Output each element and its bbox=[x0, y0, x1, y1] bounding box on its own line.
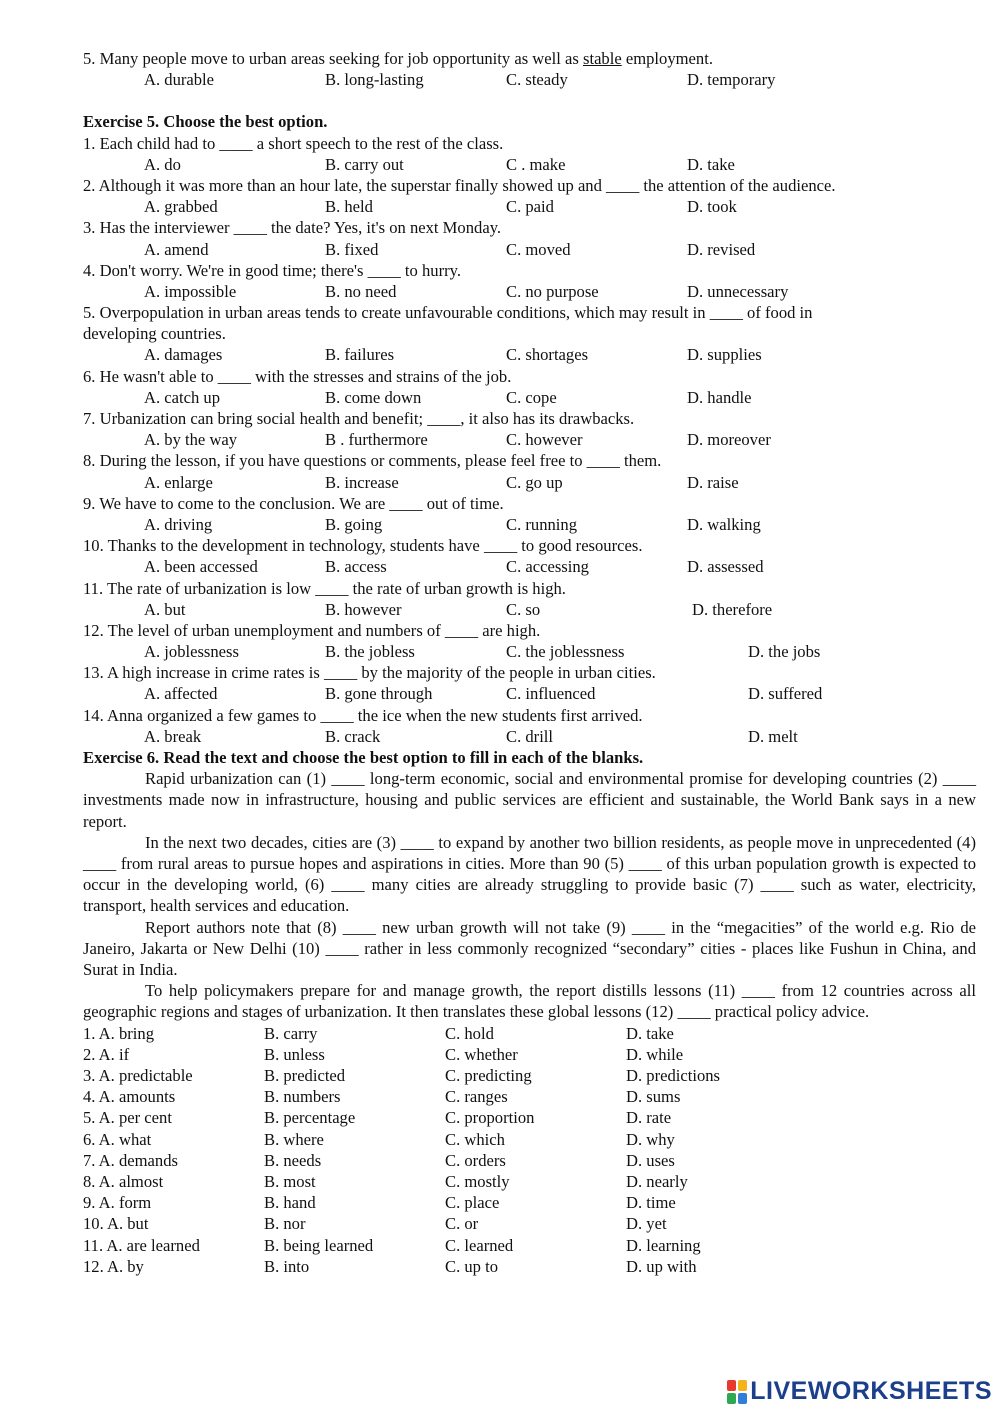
answer-option-b[interactable]: B. being learned bbox=[264, 1235, 374, 1255]
logo-mark-icon bbox=[727, 1380, 747, 1404]
logo-text: LIVEWORKSHEETS bbox=[750, 1377, 992, 1406]
question-stem: 10. Thanks to the development in technology, students have ____ to good resources. bbox=[83, 536, 643, 556]
answer-row bbox=[83, 1171, 976, 1192]
answer-row bbox=[83, 1235, 976, 1256]
option-row bbox=[83, 387, 976, 408]
answer-option-d[interactable]: D. uses bbox=[626, 1150, 675, 1170]
question-stem: 1. Each child had to ____ a short speech to the rest of the class. bbox=[83, 133, 504, 153]
option-b[interactable]: B. crack bbox=[325, 726, 381, 746]
option-a[interactable]: A. affected bbox=[144, 684, 218, 704]
answer-option-a[interactable]: 2. A. if bbox=[83, 1044, 130, 1064]
worksheet-page bbox=[83, 48, 976, 1277]
option-row bbox=[83, 683, 976, 704]
answer-option-d[interactable]: D. time bbox=[626, 1193, 676, 1213]
answer-option-b[interactable]: B. unless bbox=[264, 1044, 325, 1064]
option-d[interactable]: D. revised bbox=[687, 239, 756, 259]
option-c[interactable]: C. running bbox=[506, 514, 577, 534]
answer-option-a[interactable]: 1. A. bring bbox=[83, 1023, 154, 1043]
answer-option-b[interactable]: B. most bbox=[264, 1171, 316, 1191]
option-b[interactable]: B. gone through bbox=[325, 684, 433, 704]
question-stem: 12. The level of urban unemployment and numbers of ____ are high. bbox=[83, 620, 541, 640]
question-stem: 3. Has the interviewer ____ the date? Yes, it's on next Monday. bbox=[83, 218, 502, 238]
option-row bbox=[83, 281, 976, 302]
option-row bbox=[83, 726, 976, 747]
option-d[interactable]: D. the jobs bbox=[748, 642, 821, 662]
answer-option-a[interactable]: 3. A. predictable bbox=[83, 1066, 193, 1085]
answer-option-c[interactable]: C. mostly bbox=[445, 1171, 510, 1191]
answer-row bbox=[83, 1213, 976, 1234]
answer-option-c[interactable]: C. place bbox=[445, 1193, 500, 1213]
option-a[interactable]: A. break bbox=[144, 726, 202, 746]
answer-option-d[interactable]: D. up with bbox=[626, 1256, 697, 1276]
answer-row bbox=[83, 1150, 976, 1171]
passage-paragraph: Rapid urbanization can (1) ____ long-term economic, social and environmental promise for developing countries (2) ____ investments made now in infrastructure, housing and public services are efficient and sustainable, the World Bank says in a new report. bbox=[83, 769, 976, 831]
option-c[interactable]: C. paid bbox=[506, 197, 554, 217]
option-d[interactable]: D. take bbox=[687, 154, 735, 174]
option-d[interactable]: D. supplies bbox=[687, 345, 762, 365]
option-b[interactable]: B. increase bbox=[325, 472, 399, 492]
option-a[interactable]: A. do bbox=[144, 154, 181, 174]
option-row bbox=[83, 196, 976, 217]
option-b[interactable]: B . furthermore bbox=[325, 430, 428, 450]
answer-option-a[interactable]: 6. A. what bbox=[83, 1129, 152, 1149]
option-d[interactable]: D. suffered bbox=[748, 684, 823, 704]
answer-option-d[interactable]: D. while bbox=[626, 1044, 684, 1064]
question-stem: 11. The rate of urbanization is low ____ the rate of urban growth is high. bbox=[83, 578, 566, 598]
option-a[interactable]: A. catch up bbox=[144, 387, 221, 407]
question-stem: 5. Overpopulation in urban areas tends to create unfavourable conditions, which may result in ____ of food in bbox=[83, 303, 813, 323]
answer-option-d[interactable]: D. yet bbox=[626, 1214, 667, 1234]
passage-paragraph: In the next two decades, cities are (3) ____ to expand by another two billion residents, as people move in unprecedented (4) ____ from rural areas to pursue hopes and aspirations in cities. More than 90 (5) ____ of this urban population growth is expected to occur in the developing world, (6) ____ many cities are already struggling to provide basic (7) ____ such as water, electricity, transport, health services and education. bbox=[83, 832, 976, 916]
answer-option-d[interactable]: D. nearly bbox=[626, 1171, 688, 1191]
answer-row bbox=[83, 1044, 976, 1065]
option-d[interactable]: D. moreover bbox=[687, 430, 771, 450]
answer-option-c[interactable]: C. whether bbox=[445, 1044, 518, 1064]
option-a[interactable]: A. amend bbox=[144, 239, 209, 259]
exercise-6-answer-grid bbox=[83, 1023, 976, 1277]
answer-option-c[interactable]: C. proportion bbox=[445, 1108, 535, 1128]
option-row bbox=[83, 429, 976, 450]
answer-option-c[interactable]: C. ranges bbox=[445, 1087, 508, 1107]
option-b[interactable]: B. no need bbox=[325, 281, 397, 301]
answer-option-d[interactable]: D. why bbox=[626, 1129, 675, 1149]
option-d[interactable]: D. assessed bbox=[687, 557, 764, 577]
option-b[interactable]: B. the jobless bbox=[325, 642, 415, 662]
option-a[interactable]: A. joblessness bbox=[144, 642, 239, 662]
option-a[interactable]: A. but bbox=[144, 599, 186, 619]
option-c[interactable]: C. steady bbox=[506, 70, 568, 90]
answer-row bbox=[83, 1023, 976, 1044]
question-stem: 6. He wasn't able to ____ with the stresses and strains of the job. bbox=[83, 366, 512, 386]
answer-option-a[interactable]: 9. A. form bbox=[83, 1193, 152, 1213]
answer-option-b[interactable]: B. percentage bbox=[264, 1108, 356, 1128]
answer-option-b[interactable]: B. nor bbox=[264, 1214, 306, 1234]
answer-option-b[interactable]: B. needs bbox=[264, 1150, 322, 1170]
question-stem: 14. Anna organized a few games to ____ the ice when the new students first arrived. bbox=[83, 705, 643, 725]
option-b[interactable]: B. access bbox=[325, 557, 387, 577]
answer-option-d[interactable]: D. take bbox=[626, 1023, 674, 1043]
question-stem: 5. Many people move to urban areas seeking for job opportunity as well as stable employment. bbox=[83, 49, 713, 68]
option-row bbox=[83, 599, 976, 620]
answer-option-c[interactable]: C. up to bbox=[445, 1256, 499, 1276]
answer-row bbox=[83, 1107, 976, 1128]
option-d[interactable]: D. handle bbox=[687, 387, 752, 407]
answer-option-b[interactable]: B. where bbox=[264, 1129, 324, 1149]
option-b[interactable]: B. held bbox=[325, 197, 373, 217]
option-c[interactable]: C . make bbox=[506, 154, 566, 174]
answer-option-c[interactable]: C. predicting bbox=[445, 1066, 532, 1085]
option-c[interactable]: C. go up bbox=[506, 472, 563, 492]
option-a[interactable]: A. enlarge bbox=[144, 472, 213, 492]
underlined-word: stable bbox=[583, 49, 622, 68]
option-b[interactable]: B. come down bbox=[325, 387, 422, 407]
answer-option-a[interactable]: 11. A. are learned bbox=[83, 1235, 200, 1255]
passage-paragraph: Report authors note that (8) ____ new urban growth will not take (9) ____ in the “megacities” of the world e.g. Rio de Janeiro, Jakarta or New Delhi (10) ____ rather in less commonly recognized “secondary” cities - places like Fushun in China, and Surat in India. bbox=[83, 917, 976, 980]
option-c[interactable]: C. influenced bbox=[506, 684, 596, 704]
option-c[interactable]: C. drill bbox=[506, 726, 554, 746]
option-a[interactable]: A. been accessed bbox=[144, 557, 258, 577]
answer-option-c[interactable]: C. which bbox=[445, 1129, 505, 1149]
exercise-6-passage bbox=[83, 768, 976, 1022]
option-row bbox=[83, 556, 976, 577]
option-a[interactable]: A. grabbed bbox=[144, 197, 218, 217]
option-row bbox=[83, 69, 976, 90]
option-row bbox=[83, 514, 976, 535]
option-row bbox=[83, 154, 976, 175]
question-stem: 2. Although it was more than an hour late, the superstar finally showed up and ____ the attention of the audience. bbox=[83, 175, 836, 195]
option-b[interactable]: B. failures bbox=[325, 345, 395, 365]
option-a[interactable]: A. driving bbox=[144, 514, 213, 534]
answer-option-d[interactable]: D. rate bbox=[626, 1108, 672, 1128]
question-stem-continued: developing countries. bbox=[83, 324, 226, 344]
question-stem: 9. We have to come to the conclusion. We are ____ out of time. bbox=[83, 493, 504, 513]
option-b[interactable]: B. however bbox=[325, 599, 402, 619]
question-stem: 4. Don't worry. We're in good time; there's ____ to hurry. bbox=[83, 260, 462, 280]
option-a[interactable]: A. by the way bbox=[144, 430, 238, 450]
option-c[interactable]: C. shortages bbox=[506, 345, 589, 365]
answer-option-c[interactable]: C. learned bbox=[445, 1235, 514, 1255]
question-stem: 7. Urbanization can bring social health and benefit; ____, it also has its drawbacks. bbox=[83, 409, 635, 428]
answer-option-a[interactable]: 10. A. but bbox=[83, 1214, 149, 1234]
option-row bbox=[83, 472, 976, 493]
answer-option-d[interactable]: D. sums bbox=[626, 1087, 681, 1107]
answer-option-d[interactable]: D. learning bbox=[626, 1235, 701, 1255]
answer-option-b[interactable]: B. into bbox=[264, 1256, 310, 1276]
option-c[interactable]: C. cope bbox=[506, 387, 557, 407]
exercise-6-heading: Exercise 6. Read the text and choose the best option to fill in each of the blanks. bbox=[83, 748, 644, 767]
option-row bbox=[83, 239, 976, 260]
answer-row bbox=[83, 1065, 976, 1086]
passage-paragraph: To help policymakers prepare for and manage growth, the report distills lessons (11) ____ from 12 countries across all geographic regions and stages of urbanization. It then translates these global lessons (12) ____ practical policy advice. bbox=[83, 981, 976, 1022]
answer-row bbox=[83, 1192, 976, 1213]
option-d[interactable]: D. walking bbox=[687, 514, 761, 534]
answer-option-b[interactable]: B. numbers bbox=[264, 1087, 341, 1107]
question-stem: 8. During the lesson, if you have questions or comments, please feel free to ____ them. bbox=[83, 451, 662, 471]
answer-option-a[interactable]: 5. A. per cent bbox=[83, 1108, 172, 1128]
option-c[interactable]: C. the joblessness bbox=[506, 642, 625, 662]
option-d[interactable]: D. took bbox=[687, 197, 737, 217]
option-c[interactable]: C. moved bbox=[506, 239, 571, 259]
answer-option-b[interactable]: B. hand bbox=[264, 1193, 316, 1213]
answer-option-b[interactable]: B. carry bbox=[264, 1023, 318, 1043]
option-row bbox=[83, 641, 976, 662]
answer-option-b[interactable]: B. predicted bbox=[264, 1066, 346, 1085]
question-stem: 13. A high increase in crime rates is ____ by the majority of the people in urban cities. bbox=[83, 663, 656, 683]
option-d[interactable]: D. therefore bbox=[692, 599, 773, 619]
answer-option-a[interactable]: 4. A. amounts bbox=[83, 1087, 176, 1107]
option-row bbox=[83, 344, 976, 365]
answer-option-c[interactable]: C. orders bbox=[445, 1150, 506, 1170]
option-c[interactable]: C. accessing bbox=[506, 557, 589, 577]
answer-row bbox=[83, 1129, 976, 1150]
option-b[interactable]: B. long-lasting bbox=[325, 70, 424, 90]
option-d[interactable]: D. melt bbox=[748, 726, 798, 746]
answer-option-c[interactable]: C. hold bbox=[445, 1023, 494, 1043]
option-c[interactable]: C. so bbox=[506, 599, 541, 619]
option-d[interactable]: D. raise bbox=[687, 472, 739, 492]
answer-option-a[interactable]: 12. A. by bbox=[83, 1256, 144, 1276]
answer-row bbox=[83, 1086, 976, 1107]
option-c[interactable]: C. no purpose bbox=[506, 281, 599, 301]
option-a[interactable]: A. durable bbox=[144, 70, 215, 90]
option-a[interactable]: A. impossible bbox=[144, 281, 237, 301]
exercise-5-heading: Exercise 5. Choose the best option. bbox=[83, 112, 328, 132]
answer-row bbox=[83, 1256, 976, 1277]
option-c[interactable]: C. however bbox=[506, 430, 583, 450]
answer-option-c[interactable]: C. or bbox=[445, 1214, 479, 1234]
option-d[interactable]: D. temporary bbox=[687, 70, 776, 90]
answer-option-a[interactable]: 7. A. demands bbox=[83, 1150, 178, 1170]
answer-option-a[interactable]: 8. A. almost bbox=[83, 1171, 164, 1191]
liveworksheets-logo bbox=[727, 1379, 992, 1405]
option-b[interactable]: B. going bbox=[325, 514, 383, 534]
option-b[interactable]: B. carry out bbox=[325, 154, 404, 174]
answer-option-d[interactable]: D. predictions bbox=[626, 1066, 721, 1085]
option-d[interactable]: D. unnecessary bbox=[687, 281, 789, 301]
option-b[interactable]: B. fixed bbox=[325, 239, 379, 259]
option-a[interactable]: A. damages bbox=[144, 345, 223, 365]
exercise-5-questions bbox=[83, 133, 976, 747]
